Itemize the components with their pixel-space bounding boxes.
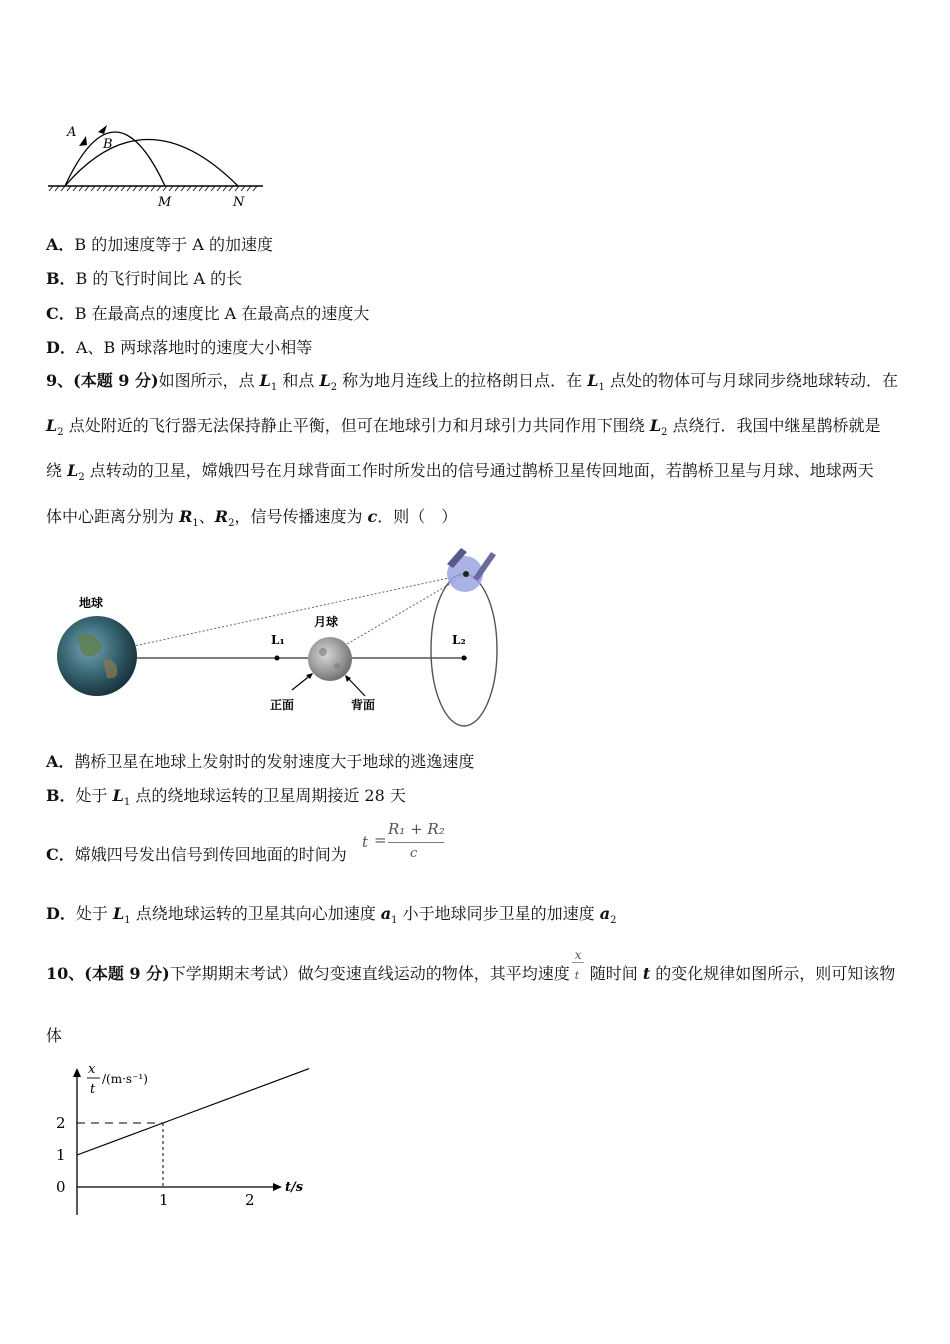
- option-key: A．: [46, 235, 75, 254]
- q9-stem: 9、(本题 9 分)如图所示，点 $L_1$ 和点 $L_2$ 称为地月连线上的拉格朗日点．在 $L_1$ 点处的物体可与月球同步绕地球转动．在 $L_2$ 点处附近的飞行器无法保持静止平衡，但可在地球引力和月球引力共同作用下围绕 $L_2$ 点绕行．我国中继星鹊桥就是 绕 $L_2$ 点转动的卫星，嫦娥四号在月球背面工作时所发出的信号通过鹊桥卫星传回地面，若鹊桥卫星与月球、地球两天 体中心距离分别为 $R_1$、$R_2$，信号传播速度为 c．则（ ）: [46, 371, 898, 529]
- q9-option-a: [46, 752, 474, 772]
- label-m: M: [158, 195, 172, 210]
- earth-icon: [57, 616, 137, 696]
- earth-moon-figure: [55, 542, 505, 732]
- option-key: D．: [46, 338, 76, 357]
- option-key: D．: [46, 904, 76, 923]
- l2-halo-orbit: [431, 574, 497, 726]
- q10-stem-cont: 体: [46, 1026, 63, 1045]
- y-tick-label: 2: [56, 1114, 66, 1132]
- option-key: A．: [46, 752, 75, 771]
- y-tick-label: 0: [56, 1178, 66, 1196]
- trajectory-b: [65, 140, 238, 187]
- option-text: B 在最高点的速度比 A 在最高点的速度大: [74, 304, 370, 323]
- option-key: B．: [46, 269, 76, 288]
- option-text: B 的飞行时间比 A 的长: [75, 269, 243, 288]
- q10-stem: 10、(本题 9 分)下学期期末考试）做匀变速直线运动的物体，其平均速度 $\frac{x}{t}$ 随时间 t 的变化规律如图所示，则可知该物: [46, 947, 896, 983]
- x-tick-label: 2: [245, 1191, 255, 1209]
- label-n: N: [233, 195, 245, 210]
- y-tick-label: 1: [56, 1146, 66, 1164]
- q8-option-a: [46, 235, 273, 255]
- y-unit: /(m·s⁻¹): [102, 1072, 148, 1086]
- label-a: A: [67, 125, 77, 140]
- option-text: B 的加速度等于 A 的加速度: [74, 235, 273, 254]
- option-text: 嫦娥四号发出信号到传回地面的时间为: [74, 845, 347, 864]
- option-key: C．: [46, 845, 75, 864]
- q8-option-d: [46, 338, 312, 358]
- queqiao-satellite-icon: [447, 548, 496, 592]
- q8-option-c: [46, 304, 369, 324]
- option-key: C．: [46, 304, 75, 323]
- q9-option-b: B．处于 $L_1$ 点的绕地球运转的卫星周期接近 28 天: [46, 786, 406, 809]
- moon-icon: [308, 637, 352, 681]
- q9-option-c: [46, 845, 347, 865]
- option-key: B．: [46, 786, 76, 805]
- y-label-num: x: [88, 1062, 96, 1077]
- label-l2: L₂: [452, 633, 466, 647]
- label-back: 背面: [351, 698, 376, 712]
- label-l1: L₁: [271, 633, 285, 647]
- q8-option-b: [46, 269, 242, 289]
- average-velocity-chart: [44, 1058, 324, 1218]
- formula-t: t = R₁ + R₂ c: [362, 820, 445, 861]
- label-moon: 月球: [314, 615, 339, 629]
- x-tick-label: 1: [159, 1191, 169, 1209]
- projectile-figure: [45, 118, 270, 210]
- option-text: 鹊桥卫星在地球上发射时的发射速度大于地球的逃逸速度: [74, 752, 475, 771]
- label-front: 正面: [270, 698, 295, 712]
- q9-option-d: D．处于 $L_1$ 点绕地球运转的卫星其向心加速度 $a_1$ 小于地球同步卫星的加速度 $a_2$: [46, 904, 617, 927]
- option-text: A、B 两球落地时的速度大小相等: [75, 338, 313, 357]
- label-earth: 地球: [79, 596, 104, 610]
- label-b: B: [103, 137, 113, 152]
- y-label-den: t: [90, 1082, 96, 1097]
- x-label: t/s: [285, 1180, 304, 1195]
